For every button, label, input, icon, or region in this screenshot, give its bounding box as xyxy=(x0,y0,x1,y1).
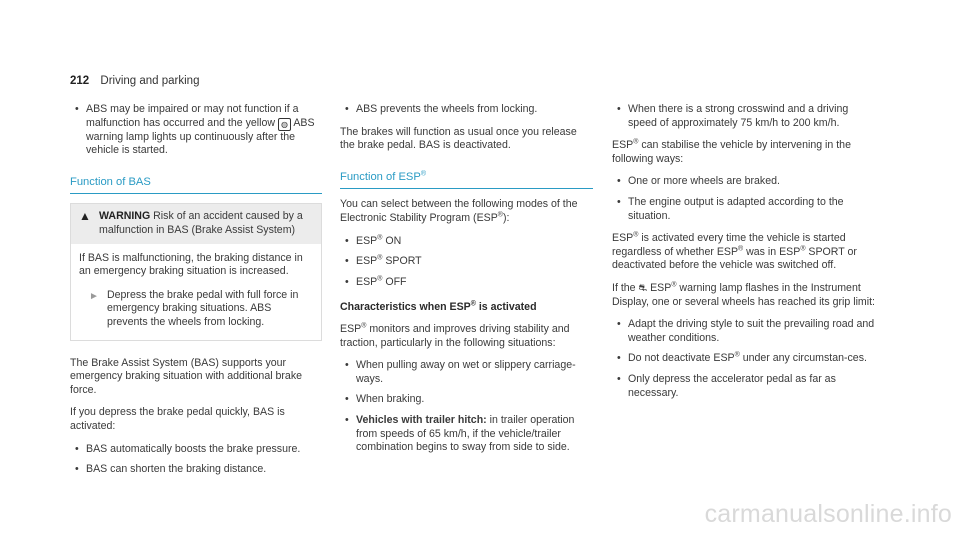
section-title-esp: Function of ESP® xyxy=(340,171,593,190)
list-item: • The engine output is adapted according to the situation. xyxy=(612,196,876,223)
list-item: • One or more wheels are braked. xyxy=(612,175,876,189)
abs-warning-lamp-icon: ◍ xyxy=(278,118,291,131)
advice-list xyxy=(612,318,876,400)
paragraph: If you depress the brake pedal quickly, BAS is activated: xyxy=(70,406,285,432)
arrow-right-icon: ► xyxy=(89,290,99,302)
warning-triangle-icon: ▲ xyxy=(79,209,91,224)
list-item: • ESP® OFF xyxy=(340,276,593,290)
abs-bullet-list xyxy=(70,103,322,158)
warning-title: WARNING xyxy=(99,210,151,223)
paragraph: ESP® can stabilise the vehicle by intervening in the following ways: xyxy=(612,138,851,165)
paragraph: ESP® monitors and improves driving stability and traction, particularly in the following situations: xyxy=(340,322,570,349)
list-item: • When braking. xyxy=(340,393,593,407)
page-number: 212 xyxy=(70,75,90,87)
section-title-bas: Function of BAS xyxy=(70,176,322,195)
list-item: • ESP® ON xyxy=(340,235,593,249)
list-item: • BAS can shorten the braking distance. xyxy=(70,463,322,477)
list-item: • Only depress the accelerator pedal as far as necessary. xyxy=(612,373,876,400)
list-item: • Do not deactivate ESP® under any circumstan-ces. xyxy=(612,352,876,366)
list-item: • When pulling away on wet or slippery carriage-ways. xyxy=(340,359,593,386)
esp-situations-list xyxy=(340,359,593,455)
paragraph: ESP® is activated every time the vehicle is started regardless of whether ESP® was in ESP® SPORT or deactivated before the vehicle was switched off. xyxy=(612,231,857,272)
bas-bullet-list xyxy=(70,443,322,477)
paragraph: The brakes will function as usual once you release the brake pedal. BAS is deactivated. xyxy=(340,125,577,152)
list-item: • Adapt the driving style to suit the prevailing road and weather conditions. xyxy=(612,318,876,345)
crosswind-list xyxy=(612,103,876,130)
paragraph: If the ⛐ ESP® warning lamp flashes in the Instrument Display, one or several wheels has reached its grip limit: xyxy=(612,281,875,308)
list-item: • BAS automatically boosts the brake pressure. xyxy=(70,443,322,457)
column-3 xyxy=(612,103,876,409)
warning-header xyxy=(71,204,321,243)
warning-box xyxy=(70,203,322,340)
watermark: carmanualsonline.info xyxy=(704,500,952,528)
warning-title-text: Risk of an accident caused by a malfunction in BAS (Brake Assist System) xyxy=(99,210,303,236)
paragraph: You can select between the following modes of the Electronic Stability Program (ESP®): xyxy=(340,198,578,224)
esp-modes-list xyxy=(340,235,593,290)
subheading: Characteristics when ESP® is activated xyxy=(340,300,537,314)
warning-action: ► Depress the brake pedal with full force in emergency braking situations. ABS prevents the wheels from locking. xyxy=(89,288,299,328)
list-item: • ABS prevents the wheels from locking. xyxy=(340,103,593,117)
esp-ways-list xyxy=(612,175,876,223)
page-header xyxy=(70,75,199,87)
column-2 xyxy=(340,103,593,464)
list-item: • ABS may be impaired or may not function if a malfunction has occurred and the yellow ◍ ABS warning lamp lights up continuously after the vehicle is started. xyxy=(70,103,322,158)
column-1 xyxy=(70,103,322,486)
abs-bullet-list-2 xyxy=(340,103,593,117)
list-item: • ESP® SPORT xyxy=(340,255,593,269)
warning-body: If BAS is malfunctioning, the braking distance in an emergency braking situation is increased. ► Depress the brake pedal with full force in emergency braking situations. ABS prevents the wheels from locking. xyxy=(71,244,321,340)
list-item: • Vehicles with trailer hitch: in trailer operation from speeds of 65 km/h, if the vehicle/trailer combination begins to sway from side to side. xyxy=(340,414,593,455)
section-name: Driving and parking xyxy=(100,75,200,87)
list-item: • When there is a strong crosswind and a driving speed of approximately 75 km/h to 200 km/h. xyxy=(612,103,876,130)
skidding-car-icon: ⛐ xyxy=(638,282,648,294)
paragraph: The Brake Assist System (BAS) supports your emergency braking situation with additional brake force. xyxy=(70,356,303,396)
